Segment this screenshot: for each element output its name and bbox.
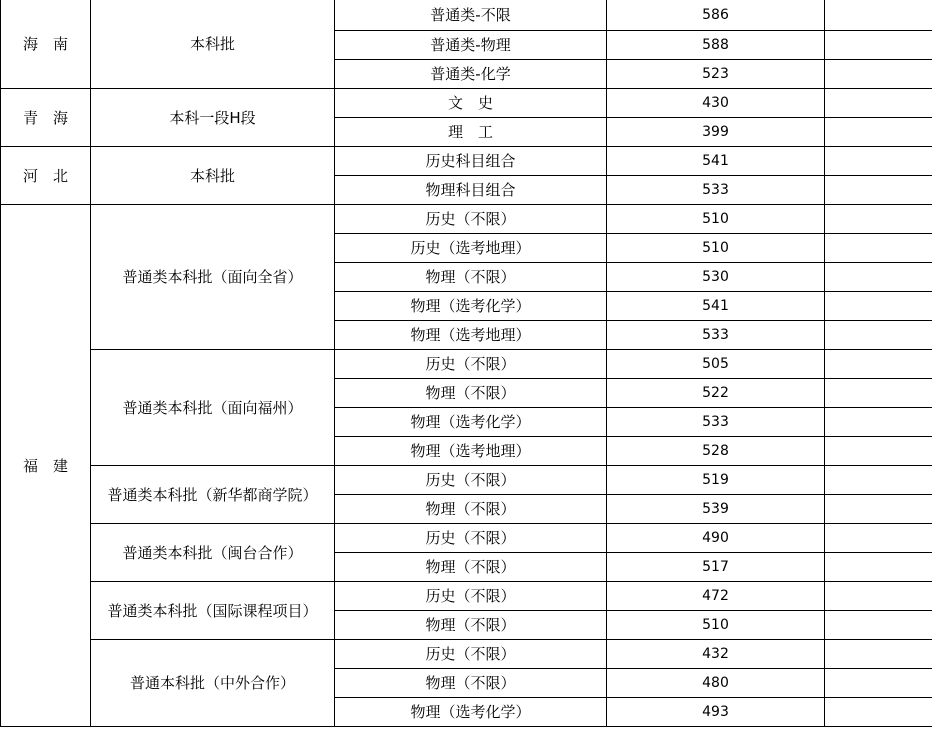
note-cell xyxy=(825,610,932,639)
subject-cell: 普通类-物理 xyxy=(335,30,607,59)
subject-cell: 普通类-化学 xyxy=(335,59,607,88)
note-cell xyxy=(825,465,932,494)
note-cell xyxy=(825,88,932,117)
subject-cell: 物理（不限） xyxy=(335,378,607,407)
subject-cell: 物理（选考地理） xyxy=(335,320,607,349)
province-cell: 海 南 xyxy=(1,0,91,88)
batch-cell: 本科批 xyxy=(91,146,335,204)
subject-cell: 物理（选考化学） xyxy=(335,407,607,436)
province-cell: 福 建 xyxy=(1,204,91,726)
score-cell: 541 xyxy=(607,291,825,320)
table-row xyxy=(1,465,932,494)
score-cell: 472 xyxy=(607,581,825,610)
note-cell xyxy=(825,30,932,59)
table-row xyxy=(1,146,932,175)
score-cell: 517 xyxy=(607,552,825,581)
batch-cell: 普通类本科批（国际课程项目） xyxy=(91,581,335,639)
subject-cell: 历史（不限） xyxy=(335,204,607,233)
subject-cell: 历史科目组合 xyxy=(335,146,607,175)
note-cell xyxy=(825,0,932,30)
batch-cell: 普通类本科批（面向福州） xyxy=(91,349,335,465)
subject-cell: 普通类-不限 xyxy=(335,0,607,30)
score-cell: 523 xyxy=(607,59,825,88)
subject-cell: 物理（不限） xyxy=(335,552,607,581)
note-cell xyxy=(825,204,932,233)
score-cell: 533 xyxy=(607,175,825,204)
score-cell: 505 xyxy=(607,349,825,378)
score-cell: 539 xyxy=(607,494,825,523)
note-cell xyxy=(825,552,932,581)
subject-cell: 物理科目组合 xyxy=(335,175,607,204)
subject-cell: 历史（选考地理） xyxy=(335,233,607,262)
score-table-body xyxy=(1,0,932,726)
score-cell: 588 xyxy=(607,30,825,59)
subject-cell: 物理（选考地理） xyxy=(335,436,607,465)
subject-cell: 理 工 xyxy=(335,117,607,146)
subject-cell: 物理（不限） xyxy=(335,610,607,639)
table-row xyxy=(1,523,932,552)
table-row xyxy=(1,639,932,668)
subject-cell: 历史（不限） xyxy=(335,523,607,552)
score-cell: 490 xyxy=(607,523,825,552)
score-cell: 493 xyxy=(607,697,825,726)
batch-cell: 本科批 xyxy=(91,0,335,88)
note-cell xyxy=(825,697,932,726)
note-cell xyxy=(825,262,932,291)
score-cell: 530 xyxy=(607,262,825,291)
table-row xyxy=(1,204,932,233)
note-cell xyxy=(825,581,932,610)
note-cell xyxy=(825,291,932,320)
subject-cell: 物理（选考化学） xyxy=(335,697,607,726)
table-row xyxy=(1,0,932,30)
note-cell xyxy=(825,378,932,407)
score-cell: 510 xyxy=(607,610,825,639)
batch-cell: 本科一段H段 xyxy=(91,88,335,146)
note-cell xyxy=(825,668,932,697)
score-cell: 522 xyxy=(607,378,825,407)
province-cell: 河 北 xyxy=(1,146,91,204)
note-cell xyxy=(825,233,932,262)
table-row xyxy=(1,349,932,378)
score-cell: 541 xyxy=(607,146,825,175)
table-row xyxy=(1,581,932,610)
score-cell: 519 xyxy=(607,465,825,494)
note-cell xyxy=(825,523,932,552)
note-cell xyxy=(825,59,932,88)
subject-cell: 历史（不限） xyxy=(335,465,607,494)
subject-cell: 文 史 xyxy=(335,88,607,117)
table-row xyxy=(1,88,932,117)
subject-cell: 物理（不限） xyxy=(335,262,607,291)
province-cell: 青 海 xyxy=(1,88,91,146)
score-cell: 432 xyxy=(607,639,825,668)
score-cell: 510 xyxy=(607,204,825,233)
subject-cell: 物理（选考化学） xyxy=(335,291,607,320)
note-cell xyxy=(825,117,932,146)
note-cell xyxy=(825,146,932,175)
note-cell xyxy=(825,320,932,349)
note-cell xyxy=(825,175,932,204)
score-cell: 430 xyxy=(607,88,825,117)
subject-cell: 历史（不限） xyxy=(335,349,607,378)
batch-cell: 普通类本科批（面向全省） xyxy=(91,204,335,349)
note-cell xyxy=(825,349,932,378)
note-cell xyxy=(825,639,932,668)
score-cell: 533 xyxy=(607,320,825,349)
batch-cell: 普通类本科批（闽台合作） xyxy=(91,523,335,581)
note-cell xyxy=(825,494,932,523)
score-cell: 586 xyxy=(607,0,825,30)
note-cell xyxy=(825,436,932,465)
score-cell: 510 xyxy=(607,233,825,262)
subject-cell: 历史（不限） xyxy=(335,581,607,610)
score-cell: 533 xyxy=(607,407,825,436)
subject-cell: 历史（不限） xyxy=(335,639,607,668)
batch-cell: 普通本科批（中外合作） xyxy=(91,639,335,726)
note-cell xyxy=(825,407,932,436)
batch-cell: 普通类本科批（新华都商学院） xyxy=(91,465,335,523)
subject-cell: 物理（不限） xyxy=(335,668,607,697)
subject-cell: 物理（不限） xyxy=(335,494,607,523)
score-cell: 480 xyxy=(607,668,825,697)
score-cell: 528 xyxy=(607,436,825,465)
score-cell: 399 xyxy=(607,117,825,146)
